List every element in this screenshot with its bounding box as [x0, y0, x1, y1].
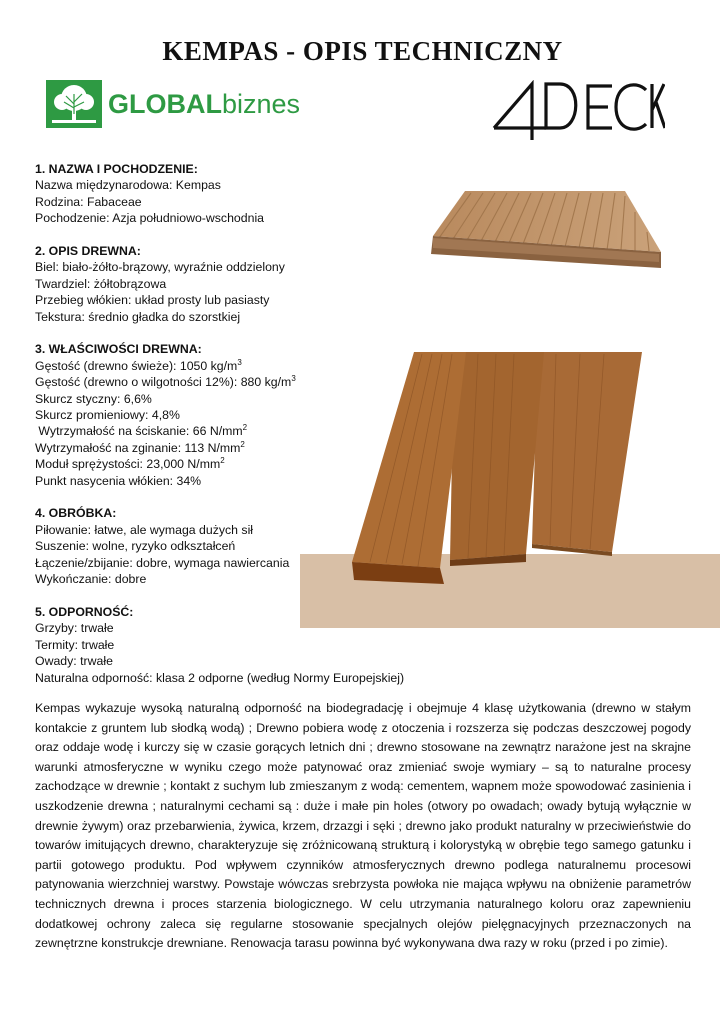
- spec-line: Pochodzenie: Azja południowo-wschodnia: [35, 211, 265, 226]
- section-title: 1. NAZWA I POCHODZENIE:: [35, 162, 198, 176]
- spec-line: Rodzina: Fabaceae: [35, 194, 142, 209]
- spec-line: Suszenie: wolne, ryzyko odkształceń: [35, 539, 236, 554]
- superscript: 2: [240, 439, 245, 449]
- spec-line: Termity: trwałe: [35, 637, 115, 652]
- superscript: 2: [220, 456, 225, 466]
- spec-line: Nazwa międzynarodowa: Kempas: [35, 178, 221, 193]
- superscript: 2: [242, 423, 248, 433]
- section-title: 4. OBRÓBKA:: [35, 506, 117, 521]
- spec-line: Owady: trwałe: [35, 654, 113, 669]
- spec-line: Skurcz promieniowy: 4,8%: [35, 408, 180, 423]
- spec-line: Naturalna odporność: klasa 2 odporne (według Normy Europejskiej): [35, 670, 405, 685]
- spec-line: Piłowanie: łatwe, ale wymaga dużych sił: [35, 522, 254, 537]
- spec-line: Biel: biało-żółto-brązowy, wyraźnie oddzielony: [35, 260, 285, 275]
- decking-boards-image: [300, 348, 720, 628]
- spec-line: Punkt nasycenia włókien: 34%: [35, 473, 202, 488]
- spec-text: Wytrzymałość na zginanie: 113 N/mm: [35, 440, 241, 455]
- globalbiznes-wordmark: GLOBALbiznes: [108, 88, 301, 119]
- tree-icon: [46, 80, 102, 128]
- superscript: 3: [237, 357, 242, 367]
- spec-text: Moduł sprężystości: 23,000 N/mm: [35, 457, 221, 472]
- globalbiznes-logo: [46, 80, 300, 128]
- superscript: 3: [291, 374, 296, 384]
- 4deck-logo: [490, 80, 665, 142]
- spec-line: Grzyby: trwałe: [35, 621, 114, 636]
- section-title: 2. OPIS DREWNA:: [35, 244, 141, 259]
- description-paragraph: Kempas wykazuje wysoką naturalną odporność na biodegradację i obejmuje 4 klasę użytkowania (drewno w stałym kontakcie z gruntem lub słodką wodą) ; Drewno pobiera wodę z otoczenia i rozszerza się podczas deszczowej pogody oraz oddaje wodę i kurczy się w czasie gorących letnich dni ; drewno stosowane na zewnątrz narażone jest na skrajne warunki atmosferyczne w wyniku czego może patynować oraz zmieniać swoje wymiary – są to naturalne procesy zachodzące w drewnie ; kontakt z suchym lub zmieszanym z wodą: cementem, wapnem może spowodować zasinienia i uszkodzenie drewna ; naturalnymi cechami są : duże i małe pin holes (otwory po owadach; owady bytują wyłącznie w drewnie żywym) oraz przebarwienia, żywica, krzem, drzazgi i sęki ; drewno jako produkt naturalny w przeciwieństwie do towarów imitujących drewno, charakteryzuje się zróżnicowaną strukturą i kolorystyką w obrębie tego samego gatunku i partii gotowego produktu. Pod wpływem czynników atmosferycznych drewno podlega naturalnemu procesowi patynowania wierzchniej warstwy. Powstaje wówczas srebrzysta powłoka nie mająca wpływu na obniżenie parametrów technicznych drewna i proces starzenia biologicznego. W celu utrzymania naturalnego koloru oraz zapewnieniu dodatkowej ochrony zaleca się regularne stosowanie specjalnych olejów pielęgnacyjnych przeznaczonych na zewnętrzne konstrukcje drewniane. Renowacja tarasu powinna być wykonywana dwa razy w roku (przed i po zimie).: [35, 701, 691, 951]
- spec-text: Gęstość (drewno świeże): 1050 kg/m: [35, 358, 238, 373]
- spec-line: Wykończanie: dobre: [35, 572, 147, 587]
- section-title: 3. WŁAŚCIWOŚCI DREWNA:: [35, 342, 202, 357]
- spec-line: Twardziel: żółtobrązowa: [35, 276, 167, 291]
- spec-line: Tekstura: średnio gładka do szorstkiej: [35, 309, 241, 324]
- spec-line: Skurcz styczny: 6,6%: [35, 391, 152, 406]
- spec-line: Przebieg włókien: układ prosty lub pasiasty: [35, 293, 270, 308]
- decking-board-image: [425, 188, 663, 270]
- page-title: KEMPAS - OPIS TECHNICZNY: [162, 36, 563, 66]
- section-title: 5. ODPORNOŚĆ:: [35, 604, 134, 619]
- spec-text: Wytrzymałość na ściskanie: 66 N/mm: [35, 424, 243, 439]
- spec-text: Gęstość (drewno o wilgotności 12%): 880 kg/m: [35, 375, 292, 390]
- spec-line: Łączenie/zbijanie: dobre, wymaga nawiercania: [35, 555, 290, 570]
